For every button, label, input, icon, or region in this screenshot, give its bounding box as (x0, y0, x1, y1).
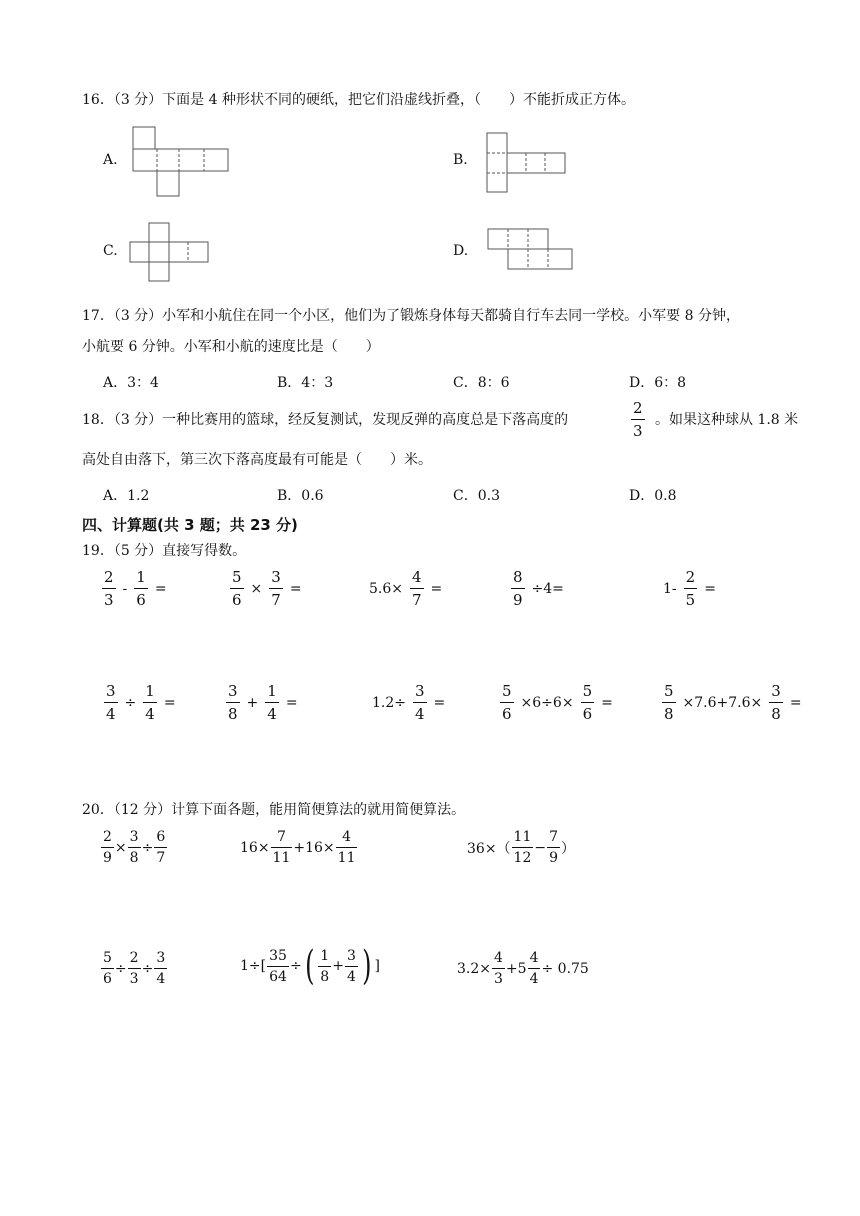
numerator: 3 (156, 950, 166, 966)
denominator: 6 (101, 968, 114, 987)
denominator: 3 (128, 968, 141, 987)
denominator: 3 (492, 968, 505, 987)
equals-sign: = (433, 694, 446, 711)
numerator: 2 (103, 829, 112, 845)
numerator: 3 (271, 568, 281, 586)
operator: − (534, 839, 547, 856)
denominator: 6 (230, 588, 244, 609)
denominator: 4 (143, 702, 157, 723)
numerator: 4 (412, 568, 422, 586)
q18-option-b: B．0.6 (277, 488, 324, 504)
denominator: 8 (128, 847, 141, 866)
q18-option-a: A．1.2 (103, 488, 150, 504)
q19-expression-1 (98, 568, 170, 609)
net-c-figure (129, 222, 211, 284)
denominator: 12 (512, 847, 534, 866)
q17-option-c: C．8：6 (453, 375, 510, 391)
denominator: 9 (547, 847, 560, 866)
denominator: 8 (226, 702, 240, 723)
left-paren-icon: ( (304, 943, 315, 989)
q19-expression-4 (507, 568, 567, 609)
prefix: 16× (240, 839, 270, 856)
numerator: 2 (685, 568, 696, 586)
q19-expression-6 (100, 682, 179, 723)
q17-option-b: B．4：3 (277, 375, 334, 391)
option-b-label: B. (453, 152, 468, 168)
equals-sign: = (154, 580, 167, 597)
numerator: 7 (277, 829, 286, 845)
operator: + (246, 694, 259, 711)
prefix: 1- (663, 580, 677, 597)
operator: + (332, 958, 344, 974)
q20-expression-5 (240, 943, 380, 989)
middle-term: +16× (293, 839, 335, 856)
suffix: ] (374, 958, 380, 974)
net-d-figure (487, 228, 575, 272)
numerator: 3 (346, 947, 356, 964)
numerator: 4 (494, 950, 503, 966)
numerator: 1 (267, 682, 277, 700)
operator: ÷ (289, 958, 302, 974)
denominator: 4 (265, 702, 279, 723)
numerator: 5 (582, 682, 593, 700)
q20-expression-1 (100, 829, 168, 866)
operator: ÷ (124, 694, 137, 711)
option-d-label: D. (453, 243, 469, 259)
question-20-text: 20．（12 分）计算下面各题，能用简便算法的就用简便算法。 (82, 802, 466, 818)
denominator: 4 (345, 966, 358, 985)
denominator: 4 (528, 968, 541, 987)
question-17-line2: 小航要 6 分钟。小军和小航的速度比是（ ） (82, 339, 380, 355)
numerator: 3 (228, 682, 238, 700)
middle-term: ×7.6+7.6× (682, 694, 763, 711)
net-b-figure (486, 132, 568, 194)
denominator: 8 (318, 966, 331, 985)
equals-sign: = (285, 694, 298, 711)
q20-expression-6 (457, 950, 589, 987)
numerator: 4 (529, 950, 539, 966)
question-18-line1-before: 18．（3 分）一种比赛用的篮球，经反复测试，发现反弹的高度总是下落高度的 (82, 412, 569, 428)
operator: ÷ (141, 960, 154, 977)
equals-sign: = (430, 580, 443, 597)
prefix: 1.2÷ (372, 694, 406, 711)
numerator: 1 (320, 947, 330, 964)
middle-term: +5 (505, 960, 527, 977)
numerator: 35 (269, 947, 287, 964)
question-17-line1: 17．（3 分）小军和小航住在同一个小区，他们为了锻炼身体每天都骑自行车去同一学校。小军要 8 分钟， (82, 308, 740, 324)
numerator: 3 (415, 682, 425, 700)
question-19-text: 19．（5 分）直接写得数。 (82, 543, 247, 559)
numerator: 1 (136, 568, 146, 586)
q20-expression-4 (100, 950, 168, 987)
q19-expression-3 (366, 568, 445, 609)
q18-option-d: D．0.8 (629, 488, 677, 504)
equals-sign: = (163, 694, 176, 711)
denominator: 7 (269, 588, 283, 609)
denominator: 4 (413, 702, 427, 723)
numerator: 1 (145, 682, 155, 700)
fraction-denominator: 3 (631, 419, 645, 440)
denominator: 4 (154, 968, 167, 987)
option-a-label: A. (103, 152, 118, 168)
denominator: 7 (154, 847, 167, 866)
denominator: 4 (104, 702, 118, 723)
question-18-line1-after: 。如果这种球从 1.8 米 (655, 412, 799, 428)
q17-option-d: D．6：8 (629, 375, 687, 391)
q19-expression-2 (226, 568, 305, 609)
denominator: 6 (581, 702, 595, 723)
suffix: ÷ 0.75 (541, 960, 589, 977)
numerator: 11 (513, 829, 532, 845)
equals-sign: = (601, 694, 613, 711)
denominator: 6 (134, 588, 148, 609)
equals-sign: = (704, 580, 716, 597)
operator: ÷ (114, 960, 127, 977)
numerator: 3 (106, 682, 116, 700)
numerator: 5 (103, 950, 112, 966)
equals-sign: = (289, 580, 302, 597)
prefix: 3.2× (457, 960, 491, 977)
denominator: 5 (684, 588, 698, 609)
denominator: 64 (267, 966, 289, 985)
numerator: 2 (104, 568, 114, 586)
numerator: 3 (771, 682, 781, 700)
option-c-label: C. (103, 243, 118, 259)
numerator: 5 (232, 568, 242, 586)
suffix: ） (561, 840, 576, 857)
numerator: 2 (129, 950, 139, 966)
denominator: 9 (101, 847, 114, 866)
denominator: 8 (662, 702, 676, 723)
operator: × (250, 580, 263, 597)
operator: × (114, 839, 127, 856)
numerator: 4 (342, 829, 352, 845)
q20-expression-3 (467, 829, 575, 866)
denominator: 3 (102, 588, 116, 609)
q19-expression-7 (222, 682, 301, 723)
prefix: 36×（ (467, 840, 511, 857)
numerator: 5 (664, 682, 674, 700)
middle-term: ×6÷6× (520, 694, 574, 711)
operator: ÷ (141, 839, 154, 856)
q19-expression-10 (658, 682, 805, 723)
q19-expression-5 (660, 568, 719, 609)
q19-expression-8 (369, 682, 448, 723)
question-18-line2: 高处自由落下，第三次下落高度最有可能是（ ）米。 (82, 452, 432, 468)
right-paren-icon: ) (361, 943, 372, 989)
denominator: 8 (769, 702, 783, 723)
numerator: 5 (502, 682, 512, 700)
denominator: 11 (271, 847, 293, 866)
denominator: 9 (511, 588, 525, 609)
equals-sign: = (789, 694, 802, 711)
suffix: ÷4= (531, 580, 564, 597)
numerator: 6 (156, 829, 166, 845)
denominator: 7 (410, 588, 424, 609)
denominator: 11 (336, 847, 358, 866)
q17-option-a: A．3：4 (103, 375, 159, 391)
question-18-fraction (627, 399, 649, 440)
numerator: 7 (549, 829, 559, 845)
prefix: 5.6× (369, 580, 403, 597)
numerator: 8 (513, 568, 523, 586)
net-a-figure (132, 126, 232, 198)
q18-option-c: C．0.3 (453, 488, 500, 504)
denominator: 6 (500, 702, 514, 723)
fraction-numerator: 2 (633, 399, 643, 417)
operator: - (122, 580, 128, 597)
prefix: 1÷[ (240, 958, 267, 974)
q19-expression-9 (496, 682, 616, 723)
question-16-text: 16．（3 分）下面是 4 种形状不同的硬纸，把它们沿虚线折叠，（ ）不能折成正方体。 (82, 92, 635, 108)
section-4-title: 四、计算题(共 3 题；共 23 分) (82, 516, 298, 534)
q20-expression-2 (240, 829, 358, 866)
numerator: 3 (129, 829, 139, 845)
